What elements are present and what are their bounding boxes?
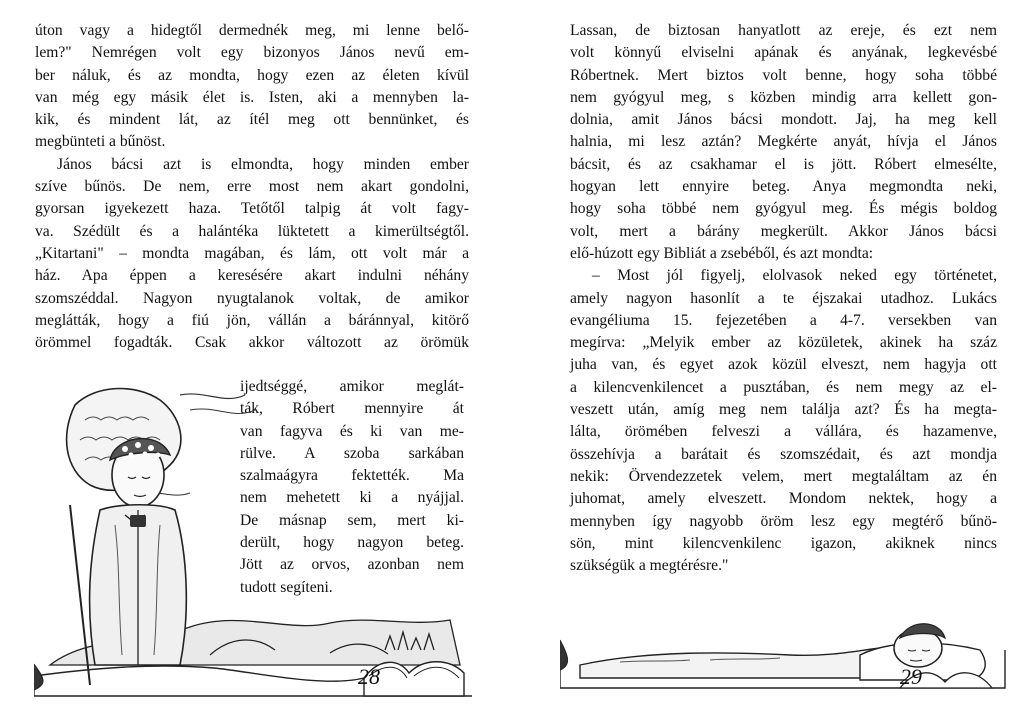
text-line: nekik: Örvendezzetek velem, mert megtaláltam az én <box>570 467 997 485</box>
text-line: De másnap sem, mert ki- <box>240 511 464 529</box>
text-line: Róbertnek. Mert biztos volt benne, hogy soha többé <box>570 66 997 84</box>
text-line: bácsit, és az csakhamar el is jött. Róbert elmesélte, <box>570 155 997 173</box>
text-line: tudott segíteni. <box>240 578 333 596</box>
text-line: megírva: „Melyik ember az közületek, akinek ha száz <box>570 334 997 352</box>
left-page-text-block <box>35 20 469 354</box>
sick-boy-in-bed-illustration <box>560 610 1010 710</box>
text-line: hogyan lett ennyire beteg. Anya megmondta neki, <box>570 178 997 196</box>
text-line: ijedtséggé, amikor meglát- <box>240 378 464 395</box>
text-line: dolnia, amit János bácsi mondott. Jaj, ha meg kell <box>570 111 997 129</box>
text-line: szomszéddal. Nagyon nyugtalanok voltak, de amikor <box>35 289 469 307</box>
text-line: – Most jól figyelj, elolvasok neked egy történetet, <box>592 267 997 285</box>
text-line: derült, hogy nagyon beteg. <box>240 534 464 552</box>
right-page-text-block <box>570 20 997 577</box>
text-line: volt könnyű elviselni apának és anyának, legkevésbé <box>570 44 997 62</box>
text-line: gyorsan igyekezett haza. Tetőtől talpig át volt fagy- <box>35 200 469 218</box>
text-line: meglátták, hogy a fiú jön, vállán a báránnyal, kitörő <box>35 311 469 329</box>
text-line: Lassan, de biztosan hanyatlott az ereje, és ezt nem <box>570 22 997 39</box>
text-line: nem gyógyul meg, s közben mindig arra kellett gon- <box>570 88 997 106</box>
text-line: a kilencvenkilencet a pusztában, és nem megy az el- <box>570 378 997 396</box>
text-line: elő-húzott egy Bibliát a zsebéből, és azt mondta: <box>570 244 874 262</box>
text-line: „Kitartani" – mondta magában, és lám, ott volt már a <box>35 244 469 262</box>
left-page <box>0 0 505 713</box>
text-line: összehívja a barátait és szomszédait, és azt mondja <box>570 445 997 463</box>
page-number: 29 <box>900 664 922 689</box>
text-line: juha van, és egyet azok közül elveszt, nem hagyja ott <box>570 356 997 374</box>
text-line: amely nagyon hasonlít a te éjszakai utadhoz. Lukács <box>570 289 997 307</box>
text-line: van még egy másik élet is. Isten, aki a mennyben la- <box>35 88 469 106</box>
text-line: va. Szédült és a halántéka lüktetett a kimerültségtől. <box>35 222 469 240</box>
text-line: mennyben így nagyobb öröm lesz egy megtérő bűnö- <box>570 512 997 530</box>
text-line: örömmel fogadták. Csak akkor változott az örömük <box>35 334 469 352</box>
right-page <box>528 0 1031 713</box>
text-line: ber náluk, és az mondta, hogy ezen az életen kívül <box>35 66 469 84</box>
text-line: szíve bűnös. De nem, erre most nem akart gondolni, <box>35 178 469 196</box>
text-line: juhomat, amely elveszett. Mondom nektek, hogy a <box>570 490 997 508</box>
text-line: lem?" Nemrégen volt egy bizonyos János nevű em- <box>35 44 469 62</box>
text-line: evangéliuma 15. fejezetében a 4-7. versekben van <box>570 311 997 329</box>
text-line: lálta, örömében felveszi a vállára, és hazamenve, <box>570 423 997 441</box>
text-line: szalmaágyra fektették. Ma <box>240 467 464 485</box>
text-line: ház. Apa éppen a keresésére akart indulni néhány <box>35 267 469 285</box>
text-line: megbünteti a bűnöst. <box>35 133 166 151</box>
text-line: hogy soha többé nem gyógyul meg. És mégis boldog <box>570 200 997 218</box>
text-line: János bácsi azt is elmondta, hogy minden ember <box>57 155 469 173</box>
text-line: rülve. A szoba sarkában <box>240 444 464 462</box>
text-line: van fagyva és ki van me- <box>240 422 464 440</box>
text-line: ták, Róbert mennyire át <box>240 400 464 418</box>
text-line: úton vagy a hidegtől dermednék meg, mi lenne belő- <box>35 22 469 39</box>
text-line: volt, mert a bárány megkerült. Akkor János bácsi <box>570 222 997 240</box>
page-number: 28 <box>358 664 380 689</box>
text-line: sön, mint kilencvenkilenc igazon, akiknek nincs <box>570 534 997 552</box>
page-corner-ornament-left <box>34 628 472 708</box>
text-line: Jött az orvos, azonban nem <box>240 556 464 574</box>
text-line: nem mehetett ki a nyájjal. <box>240 489 464 507</box>
text-line: veszett után, amíg meg nem találja azt? És ha megta- <box>570 401 997 419</box>
text-line: halnia, mi lesz aztán? Megkérte anyát, hívja el János <box>570 133 997 151</box>
text-line: kik, és mindent lát, az ítél meg ott bennünket, és <box>35 111 469 129</box>
text-line: szükségük a megtérésre." <box>570 557 729 575</box>
